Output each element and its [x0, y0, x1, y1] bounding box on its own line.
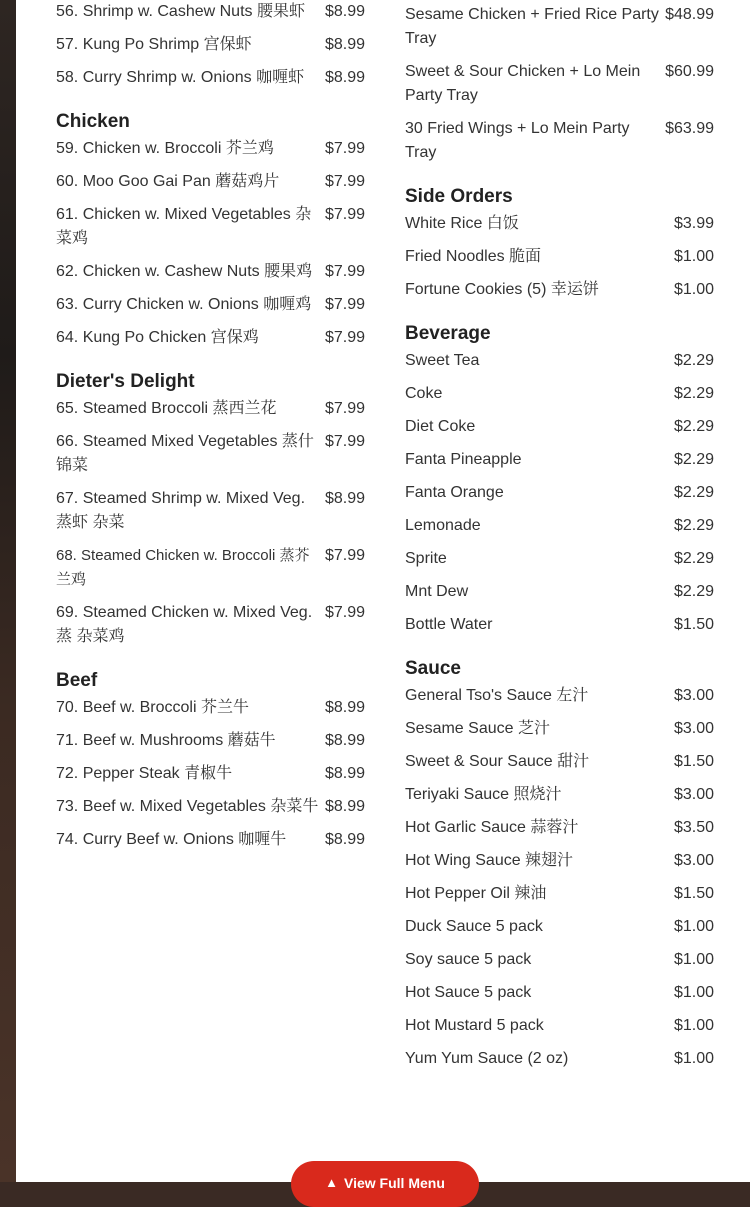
item-price: $60.99 [665, 63, 714, 80]
category-title-beef: Beef [56, 670, 98, 691]
menu-item[interactable] [405, 514, 714, 547]
menu-item[interactable] [405, 882, 714, 915]
item-price: $2.29 [673, 583, 714, 600]
item-price: $2.29 [673, 418, 714, 435]
item-price: $7.99 [324, 604, 365, 621]
menu-item[interactable] [56, 795, 365, 828]
item-name: 68. Steamed Chicken w. Broccoli 蒸芥兰鸡 [56, 547, 310, 588]
item-name: Fanta Orange [405, 484, 504, 501]
item-name: 63. Curry Chicken w. Onions 咖喱鸡 [56, 296, 312, 313]
item-price: $1.50 [673, 885, 714, 902]
item-name: Hot Mustard 5 pack [405, 1017, 544, 1034]
menu-item[interactable] [405, 613, 714, 646]
menu-item[interactable] [405, 1047, 714, 1080]
menu-item[interactable] [405, 717, 714, 750]
menu-item[interactable] [56, 33, 365, 66]
item-name: Yum Yum Sauce (2 oz) [405, 1050, 569, 1067]
item-name: Hot Sauce 5 pack [405, 984, 532, 1001]
item-price: $7.99 [324, 263, 365, 280]
menu-item[interactable] [56, 260, 365, 293]
menu-item[interactable] [405, 245, 714, 278]
item-name: 64. Kung Po Chicken 宫保鸡 [56, 329, 259, 346]
item-price: $2.29 [673, 550, 714, 567]
item-price: $3.00 [673, 786, 714, 803]
view-full-menu-label: View Full Menu [344, 1175, 445, 1191]
item-name: 72. Pepper Steak 青椒牛 [56, 765, 233, 782]
arrow-up-icon: ▲ [325, 1175, 338, 1190]
menu-column-right [405, 3, 714, 1080]
item-name: Sesame Sauce 芝汁 [405, 720, 550, 737]
menu-item[interactable] [405, 684, 714, 717]
item-name: 69. Steamed Chicken w. Mixed Veg. 蒸 杂菜鸡 [56, 604, 313, 645]
item-name: Fried Noodles 脆面 [405, 248, 542, 265]
item-price: $2.29 [673, 451, 714, 468]
menu-item[interactable] [405, 3, 714, 60]
menu-item[interactable] [405, 349, 714, 382]
item-name: Hot Pepper Oil 辣油 [405, 885, 547, 902]
item-name: Fortune Cookies (5) 幸运饼 [405, 281, 599, 298]
menu-item[interactable] [405, 382, 714, 415]
item-price: $8.99 [324, 490, 365, 507]
menu-item[interactable] [405, 849, 714, 882]
item-name: 61. Chicken w. Mixed Vegetables 杂菜鸡 [56, 206, 312, 247]
item-name: 58. Curry Shrimp w. Onions 咖喱虾 [56, 69, 305, 86]
item-name: 66. Steamed Mixed Vegetables 蒸什锦菜 [56, 433, 314, 474]
menu-item[interactable] [56, 487, 365, 544]
item-price: $48.99 [665, 6, 714, 23]
item-name: 67. Steamed Shrimp w. Mixed Veg. 蒸虾 杂菜 [56, 490, 306, 531]
item-name: Sweet & Sour Sauce 甜汁 [405, 753, 590, 770]
item-name: Hot Wing Sauce 辣翅汁 [405, 852, 574, 869]
item-price: $1.00 [673, 1017, 714, 1034]
item-name: Mnt Dew [405, 583, 469, 600]
item-name: General Tso's Sauce 左汁 [405, 687, 589, 704]
menu-item[interactable] [405, 212, 714, 245]
category-title-sauce: Sauce [405, 658, 461, 679]
menu-item[interactable] [56, 601, 365, 658]
item-price: $2.29 [673, 385, 714, 402]
menu-item[interactable] [405, 580, 714, 613]
item-price: $2.29 [673, 484, 714, 501]
category-title-dieters-delight: Dieter's Delight [56, 371, 195, 392]
menu-item[interactable] [405, 948, 714, 981]
item-price: $1.50 [673, 616, 714, 633]
menu-item[interactable] [56, 137, 365, 170]
item-name: 70. Beef w. Broccoli 芥兰牛 [56, 699, 249, 716]
item-price: $1.00 [673, 984, 714, 1001]
menu-item[interactable] [405, 117, 714, 174]
menu-panel [16, 0, 750, 1191]
item-name: 73. Beef w. Mixed Vegetables 杂菜牛 [56, 798, 319, 815]
item-price: $3.50 [673, 819, 714, 836]
menu-item[interactable] [56, 170, 365, 203]
item-name: 71. Beef w. Mushrooms 蘑菇牛 [56, 732, 276, 749]
menu-item[interactable] [405, 278, 714, 311]
menu-item[interactable] [56, 762, 365, 795]
item-name: 59. Chicken w. Broccoli 芥兰鸡 [56, 140, 274, 157]
menu-item[interactable] [405, 415, 714, 448]
item-price: $7.99 [324, 400, 365, 417]
menu-item[interactable] [405, 915, 714, 948]
item-name: Sesame Chicken + Fried Rice Party Tray [405, 6, 659, 47]
item-price: $8.99 [324, 798, 365, 815]
item-name: 56. Shrimp w. Cashew Nuts 腰果虾 [56, 3, 305, 20]
item-price: $2.29 [673, 517, 714, 534]
item-name: Duck Sauce 5 pack [405, 918, 543, 935]
item-name: Sweet & Sour Chicken + Lo Mein Party Tray [405, 63, 641, 104]
menu-item[interactable] [56, 729, 365, 762]
menu-column-left [56, 0, 365, 861]
category-title-chicken: Chicken [56, 111, 130, 132]
item-name: Diet Coke [405, 418, 476, 435]
item-price: $3.00 [673, 687, 714, 704]
menu-item[interactable] [405, 60, 714, 117]
item-price: $8.99 [324, 732, 365, 749]
item-price: $1.00 [673, 1050, 714, 1067]
item-price: $7.99 [324, 296, 365, 313]
item-name: Sprite [405, 550, 447, 567]
item-price: $3.00 [673, 852, 714, 869]
item-price: $8.99 [324, 699, 365, 716]
menu-item[interactable] [405, 783, 714, 816]
item-price: $8.99 [324, 69, 365, 86]
background-strip [0, 0, 16, 1182]
menu-item[interactable] [405, 547, 714, 580]
item-price: $3.99 [673, 215, 714, 232]
item-price: $7.99 [324, 140, 365, 157]
menu-item[interactable] [56, 397, 365, 430]
item-name: Lemonade [405, 517, 481, 534]
menu-item[interactable] [405, 816, 714, 849]
item-price: $7.99 [324, 173, 365, 190]
menu-item[interactable] [405, 1014, 714, 1047]
category-title-side-orders: Side Orders [405, 186, 513, 207]
menu-item[interactable] [405, 981, 714, 1014]
menu-item[interactable] [56, 203, 365, 260]
item-price: $63.99 [665, 120, 714, 137]
item-price: $1.50 [673, 753, 714, 770]
item-name: 65. Steamed Broccoli 蒸西兰花 [56, 400, 277, 417]
item-name: Bottle Water [405, 616, 493, 633]
menu-item[interactable] [56, 66, 365, 99]
item-price: $8.99 [324, 765, 365, 782]
menu-item[interactable] [56, 696, 365, 729]
item-price: $1.00 [673, 951, 714, 968]
menu-item[interactable] [405, 750, 714, 783]
item-name: Fanta Pineapple [405, 451, 522, 468]
item-name: 57. Kung Po Shrimp 宫保虾 [56, 36, 252, 53]
item-price: $8.99 [324, 831, 365, 848]
item-price: $7.99 [324, 433, 365, 450]
item-price: $7.99 [324, 547, 365, 564]
item-price: $7.99 [324, 329, 365, 346]
item-price: $8.99 [324, 36, 365, 53]
item-name: Sweet Tea [405, 352, 480, 369]
item-name: Teriyaki Sauce 照烧汁 [405, 786, 562, 803]
item-name: Soy sauce 5 pack [405, 951, 532, 968]
item-price: $2.29 [673, 352, 714, 369]
menu-item[interactable] [405, 448, 714, 481]
item-price: $3.00 [673, 720, 714, 737]
menu-item[interactable] [56, 544, 365, 601]
menu-item[interactable] [56, 326, 365, 359]
item-name: 62. Chicken w. Cashew Nuts 腰果鸡 [56, 263, 313, 280]
item-name: Hot Garlic Sauce 蒜蓉汁 [405, 819, 579, 836]
item-name: 30 Fried Wings + Lo Mein Party Tray [405, 120, 630, 161]
menu-item[interactable] [56, 293, 365, 326]
category-title-beverage: Beverage [405, 323, 491, 344]
item-name: 74. Curry Beef w. Onions 咖喱牛 [56, 831, 287, 848]
item-name: Coke [405, 385, 443, 402]
item-price: $8.99 [324, 3, 365, 20]
item-name: White Rice 白饭 [405, 215, 519, 232]
menu-item[interactable] [56, 828, 365, 861]
item-price: $1.00 [673, 248, 714, 265]
item-price: $1.00 [673, 918, 714, 935]
menu-item[interactable] [405, 481, 714, 514]
menu-item[interactable] [56, 0, 365, 33]
item-price: $1.00 [673, 281, 714, 298]
menu-item[interactable] [56, 430, 365, 487]
item-name: 60. Moo Goo Gai Pan 蘑菇鸡片 [56, 173, 280, 190]
item-price: $7.99 [324, 206, 365, 223]
view-full-menu-button[interactable] [291, 1161, 479, 1207]
